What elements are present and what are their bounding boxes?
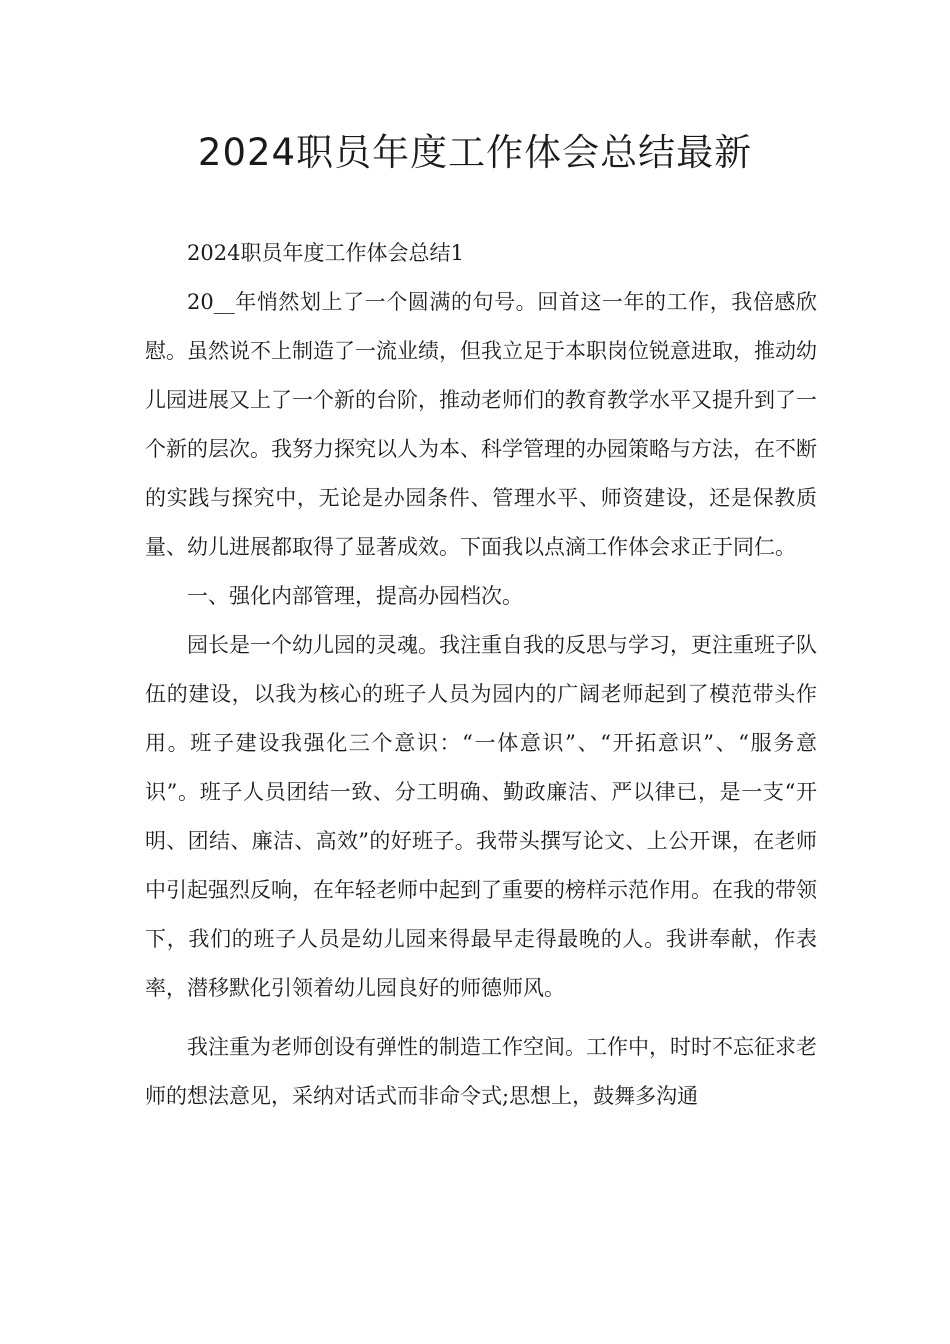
- section-heading-management: 一、强化内部管理，提高办园档次。: [187, 584, 523, 608]
- document-title: 2024职员年度工作体会总结最新: [197, 131, 753, 174]
- paragraph-leadership: 园长是一个幼儿园的灵魂。我注重自我的反思与学习，更注重班子队伍的建设，以我为核心的班子人员为园内的广阔老师起到了模范带头作用。班子建设我强化三个意识：“一体意识”、“开拓意识”、“服务意识”。班子人员团结一致、分工明确、勤政廉洁、严以律已，是一支“开明、团结、廉洁、高效”的好班子。我带头撰写论文、上公开课，在老师中引起强烈反响，在年轻老师中起到了重要的榜样示范作用。在我的带领下，我们的班子人员是幼儿园来得最早走得最晚的人。我讲奉献，作表率，潜移默化引领着幼儿园良好的师德师风。: [145, 633, 817, 1000]
- paragraph-teacher-space: 我注重为老师创设有弹性的制造工作空间。工作中，时时不忘征求老师的想法意见，采纳对话式而非命令式;思想上，鼓舞多沟通: [145, 1035, 817, 1108]
- document-body: [145, 229, 817, 1121]
- paragraph-intro: 20__年悄然划上了一个圆满的句号。回首这一年的工作，我倍感欣慰。虽然说不上制造了一流业绩，但我立足于本职岗位锐意进取，推动幼儿园进展又上了一个新的台阶，推动老师们的教育教学水平又提升到了一个新的层次。我努力探究以人为本、科学管理的办园策略与方法，在不断的实践与探究中，无论是办园条件、管理水平、师资建设，还是保教质量、幼儿进展都取得了显著成效。下面我以点滴工作体会求正于同仁。: [145, 290, 817, 559]
- section-heading-1: 2024职员年度工作体会总结1: [187, 241, 464, 265]
